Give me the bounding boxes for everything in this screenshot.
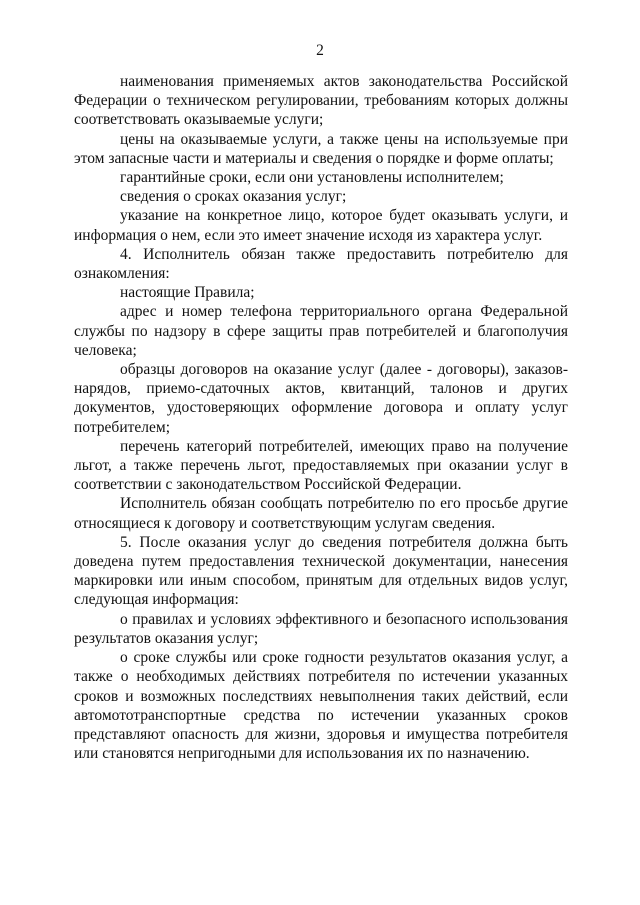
paragraph-contract-samples: образцы договоров на оказание услуг (далее - договоры), заказов-нарядов, приемо-сдаточных актов, квитанций, талонов и других документов, удостоверяющих оформление договора и оплату услуг потребителем; — [74, 361, 568, 436]
paragraph-item-4: 4. Исполнитель обязан также предоставить потребителю для ознакомления: — [74, 245, 568, 283]
paragraph-benefit-categories: перечень категорий потребителей, имеющих право на получение льгот, а также перечень льгот, предоставляемых при оказании услуг в соответствии с законодательством Российской Федерации. — [74, 437, 568, 494]
paragraph-service-life: о сроке службы или сроке годности результатов оказания услуг, а также о необходимых действиях потребителя по истечении указанных сроков и возможных последствиях невыполнения таких действий, если автомототранспортные средства по истечении указанных сроков представляют опасность для жизни, здоровья и имущества потребителя или становятся непригодными для использования их по назначению. — [74, 649, 568, 763]
paragraph-federal-service-address: адрес и номер телефона территориального органа Федеральной службы по надзору в сфере защиты прав потребителей и благополучия человека; — [74, 303, 568, 359]
document-body — [74, 72, 568, 763]
paragraph-other-info: Исполнитель обязан сообщать потребителю по его просьбе другие относящиеся к договору и соответствующим услугам сведения. — [74, 495, 568, 532]
page-number: 2 — [316, 42, 324, 59]
paragraph-responsible-person: указание на конкретное лицо, которое будет оказывать услуги, и информация о нем, если это имеет значение исходя из характера услуг. — [74, 207, 568, 244]
paragraph-item-5: 5. После оказания услуг до сведения потребителя должна быть доведена путем предоставления технической документации, нанесения маркировки или иным способом, принятым для отдельных видов услуг, следующая информация: — [74, 533, 568, 609]
paragraph-safe-use: о правилах и условиях эффективного и безопасного использования результатов оказания услуг; — [74, 610, 568, 647]
paragraph-these-rules: настоящие Правила; — [120, 284, 255, 302]
paragraph-warranty: гарантийные сроки, если они установлены исполнителем; — [120, 169, 504, 187]
paragraph-prices: цены на оказываемые услуги, а также цены на используемые при этом запасные части и материалы и сведения о порядке и форме оплаты; — [74, 130, 568, 167]
paragraph-regulation-acts: наименования применяемых актов законодательства Российской Федерации о техническом регулировании, требованиям которых должны соответствовать оказываемые услуги; — [74, 73, 568, 129]
paragraph-service-terms: сведения о сроках оказания услуг; — [120, 188, 347, 206]
